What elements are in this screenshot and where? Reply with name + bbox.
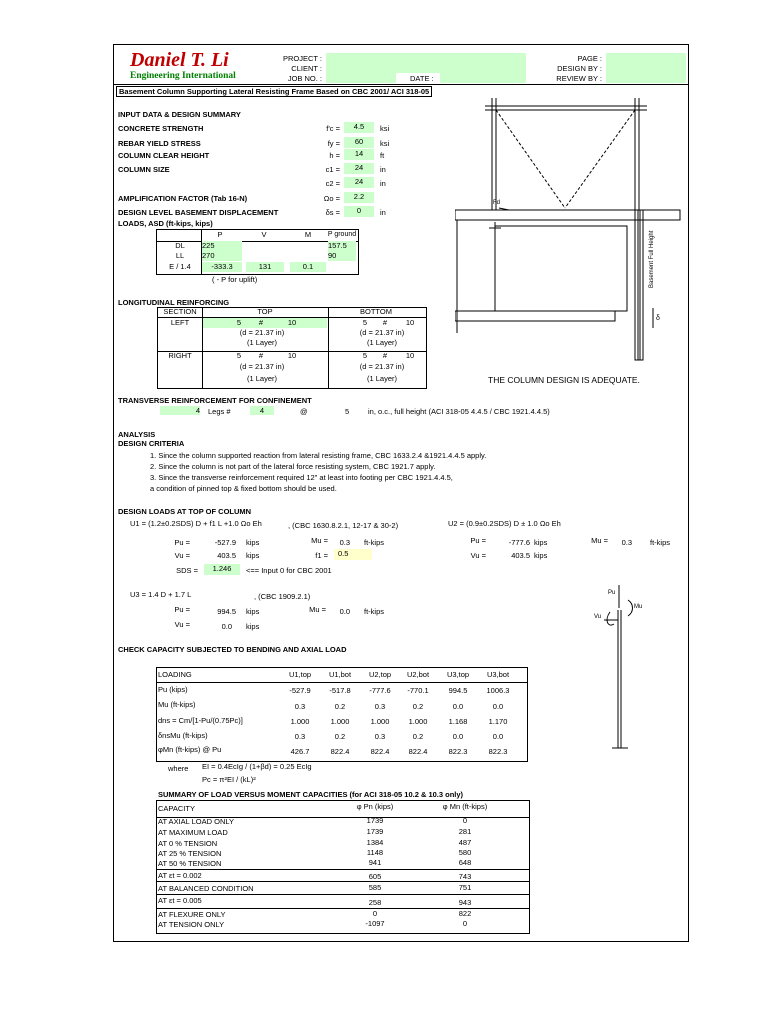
long-heading: LONGITUDINAL REINFORCING — [118, 298, 230, 307]
sds-input[interactable]: 1.246 — [204, 564, 240, 575]
tie-bar-size[interactable]: 4 — [250, 406, 274, 415]
basement-height-label: Basement Full Height — [649, 230, 655, 288]
input-value[interactable]: 2.2 — [344, 192, 374, 203]
u1-equation: U1 = (1.2±0.2SDS) D + f1 L +1.0 Ωo Eh — [130, 519, 262, 528]
analysis-heading: ANALYSIS — [118, 430, 156, 439]
date-label: DATE : — [410, 74, 434, 83]
check-heading: CHECK CAPACITY SUBJECTED TO BENDING AND AXIAL LOAD — [118, 645, 347, 654]
u2-equation: U2 = (0.9±0.2SDS) D ± 1.0 Ωo Eh — [448, 519, 561, 528]
mu-label: Mu — [634, 604, 643, 610]
page-label: PAGE : — [577, 54, 602, 63]
criteria-heading: DESIGN CRITERIA — [118, 439, 185, 448]
criteria-item: a condition of pinned top & fixed bottom should be used. — [150, 484, 337, 493]
legs-count[interactable]: 4 — [160, 406, 200, 415]
designby-label: DESIGN BY : — [557, 64, 602, 73]
input-value[interactable]: 60 — [344, 137, 374, 148]
delta-label: δ — [656, 315, 660, 322]
page-field[interactable] — [606, 53, 686, 83]
pu1-value: -527.9 — [214, 538, 236, 547]
input-value[interactable]: 4.5 — [344, 122, 374, 133]
header-divider — [113, 84, 688, 85]
input-value[interactable]: 0 — [344, 206, 374, 217]
jobno-field[interactable] — [326, 73, 396, 83]
load-ll-pg[interactable]: 90 — [328, 251, 356, 261]
document-title: Basement Column Supporting Lateral Resisting Frame Based on CBC 2001/ ACI 318-05 — [116, 86, 432, 97]
fd-label: Fd — [493, 200, 501, 206]
criteria-item: 3. Since the transverse reinforcement required 12" at least into footing per CBC 1921.4.4.5, — [150, 473, 453, 482]
input-value[interactable]: 24 — [344, 177, 374, 188]
input-heading: INPUT DATA & DESIGN SUMMARY — [118, 110, 241, 119]
frame-diagram — [455, 98, 685, 368]
load-ll-p[interactable]: 270 — [202, 251, 242, 261]
load-dl-pg[interactable]: 157.5 — [328, 241, 356, 251]
logo-subtitle: Engineering International — [130, 71, 236, 81]
summary-heading: SUMMARY OF LOAD VERSUS MOMENT CAPACITIES (for ACI 318-05 10.2 & 10.3 only) — [158, 790, 464, 799]
tie-spacing: 5 — [345, 407, 350, 416]
column-diagram — [590, 580, 660, 760]
logo-name: Daniel T. Li — [130, 49, 229, 71]
jobno-label: JOB NO. : — [287, 74, 322, 83]
criteria-item: 2. Since the column is not part of the lateral force resisting system, CBC 1921.7 apply. — [150, 462, 436, 471]
u3-equation: U3 = 1.4 D + 1.7 L — [130, 590, 192, 599]
input-value[interactable]: 14 — [344, 149, 374, 160]
pc-equation: Pc = π²EI / (kL)² — [202, 775, 256, 784]
ei-equation: EI = 0.4EcIg / (1+βd) = 0.25 EcIg — [202, 762, 312, 771]
load-e-p[interactable]: -333.3 — [202, 262, 242, 272]
reviewby-label: REVIEW BY : — [556, 74, 602, 83]
load-dl-p[interactable]: 225 — [202, 241, 242, 251]
transverse-heading: TRANSVERSE REINFORCEMENT FOR CONFINEMENT — [118, 396, 312, 405]
load-e-m[interactable]: 0.1 — [290, 262, 326, 272]
date-field[interactable] — [440, 73, 526, 83]
project-label: PROJECT : — [282, 54, 322, 63]
uplift-note: ( - P for uplift) — [212, 275, 258, 284]
load-e-v[interactable]: 131 — [246, 262, 284, 272]
pu-label: Pu — [608, 590, 616, 596]
project-field[interactable] — [326, 53, 526, 73]
criteria-item: 1. Since the column supported reaction from lateral resisting frame, CBC 1633.2.4 &1921.4.4.5 apply. — [150, 451, 487, 460]
f1-input[interactable]: 0.5 — [334, 549, 372, 560]
input-value[interactable]: 24 — [344, 163, 374, 174]
client-label: CLIENT : — [291, 64, 322, 73]
loads-label: LOADS, ASD (ft-kips, kips) — [118, 219, 213, 228]
adequacy-result: THE COLUMN DESIGN IS ADEQUATE. — [488, 375, 640, 385]
vu-label: Vu — [594, 614, 602, 620]
design-loads-heading: DESIGN LOADS AT TOP OF COLUMN — [118, 507, 252, 516]
